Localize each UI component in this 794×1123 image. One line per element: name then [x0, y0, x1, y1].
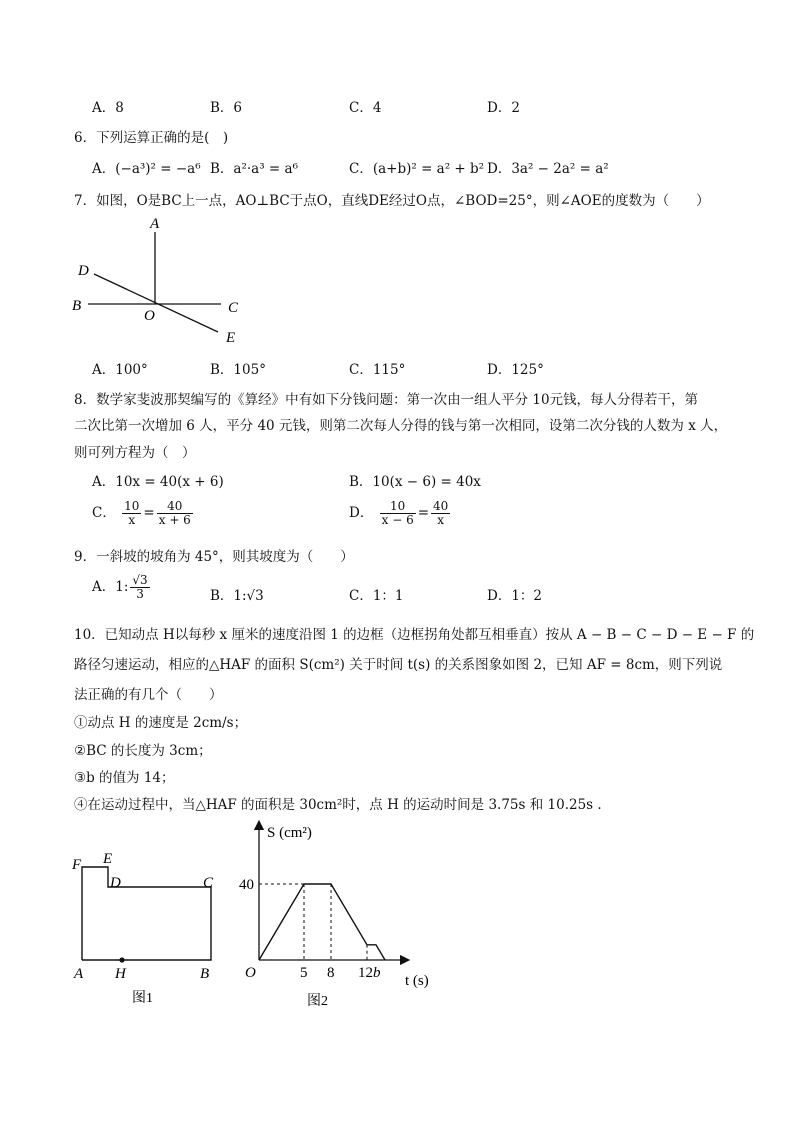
- label-f: F: [72, 857, 82, 873]
- q10-figure-2: [235, 815, 445, 1015]
- q10-figure-1: [66, 845, 226, 1010]
- q10-stem-line-2: 路径匀速运动，相应的△HAF 的面积 S(cm²) 关于时间 t(s) 的关系图象如图 2，已知 AF = 8cm，则下列说: [74, 657, 723, 673]
- q8-d-frac-left: $\frac{10}{x - 6}$: [381, 499, 414, 527]
- y-tick-40: 40: [239, 877, 254, 893]
- q10-statement-2: ②BC 的长度为 3cm；: [74, 743, 212, 759]
- chart-guides: [259, 884, 367, 960]
- y-axis-label: S (cm²): [267, 825, 312, 841]
- q8-option-b-eq: 10(x − 6) = 40x: [372, 474, 481, 490]
- label-e: E: [103, 851, 113, 867]
- q10-statement-1: ①动点 H 的速度是 2cm/s；: [74, 715, 248, 731]
- q9-option-a: [92, 574, 152, 601]
- q5-option-a: A．8: [92, 100, 124, 116]
- label-e: E: [226, 330, 236, 346]
- q8-c-frac-left: $\frac{10}{x}$: [124, 499, 140, 527]
- label-a: A: [150, 216, 160, 232]
- q8-option-a: [92, 470, 224, 490]
- q8-option-c-label: C．: [92, 505, 116, 521]
- label-b: B: [72, 298, 82, 314]
- q7-option-b: B．105°: [210, 362, 266, 378]
- label-c: C: [228, 300, 239, 316]
- q7-option-d: D．125°: [487, 362, 544, 378]
- q9-option-c: C．1：1: [349, 588, 404, 604]
- q7-option-c: C．115°: [349, 362, 406, 378]
- label-b: B: [200, 966, 210, 982]
- q10-stem-line-1: 10．已知动点 H以每秒 x 厘米的速度沿图 1 的边框（边框拐角处都互相垂直）按从 A − B − C − D − E − F 的: [74, 627, 755, 643]
- q6-stem: 6．下列运算正确的是( ): [74, 130, 229, 146]
- label-d: D: [110, 875, 121, 891]
- x-tick-8: 8: [327, 965, 335, 981]
- q7-figure: [66, 212, 256, 347]
- q10-stem-line-3: 法正确的有几个（ ）: [74, 687, 223, 703]
- figure-2-caption: 图2: [307, 994, 328, 1009]
- q6-option-b: B．a²·a³ = a⁶: [210, 161, 298, 177]
- q6-option-c: C．(a+b)² = a² + b²: [349, 161, 485, 177]
- q5-option-c: C．4: [349, 100, 382, 116]
- label-d: D: [78, 263, 89, 279]
- q9-a-frac: $\frac{√3}{3}$: [132, 573, 148, 601]
- q5-option-d: D．2: [487, 100, 520, 116]
- q8-option-d-label: D．: [349, 505, 374, 521]
- q9-option-a-pre: 1:: [115, 579, 129, 595]
- q5-option-b: B．6: [210, 100, 243, 116]
- q8-stem-line-2: 二次比第一次增加 6 人，平分 40 元钱，则第二次每人分得的钱与第一次相同，设第二次分钱的人数为 x 人，: [74, 418, 728, 434]
- q8-option-a-eq: 10x = 40(x + 6): [115, 474, 224, 490]
- q8-option-d: D． $\frac{10}{x - 6}$ = $\frac{40}{x}$: [349, 499, 449, 527]
- q8-option-c: C． $\frac{10}{x}$ = $\frac{40}{x + 6}$: [92, 499, 191, 527]
- q9-option-d: D．1：2: [487, 588, 543, 604]
- line-de: [94, 274, 218, 332]
- frame-path: [82, 867, 211, 960]
- q7-option-a: A．100°: [92, 362, 148, 378]
- q8-d-frac-right: $\frac{40}{x}$: [433, 499, 449, 527]
- point-h: [119, 957, 124, 962]
- x-tick-12: 12: [358, 965, 373, 981]
- q10-statement-4: ④在运动过程中，当△HAF 的面积是 30cm²时，点 H 的运动时间是 3.75s 和 10.25s .: [74, 797, 602, 813]
- q8-option-b: [349, 470, 481, 490]
- q9-option-b: B．1:√3: [210, 588, 264, 604]
- x-axis-label: t (s): [405, 973, 429, 989]
- label-o: O: [144, 308, 155, 324]
- label-c: C: [203, 875, 214, 891]
- q6-option-a: A．(−a³)² = −a⁶: [92, 161, 201, 177]
- series-line: [259, 884, 385, 960]
- q8-option-b-label: B．: [349, 474, 373, 490]
- q8-option-a-label: A．: [92, 474, 116, 490]
- label-a: A: [74, 966, 84, 982]
- x-tick-5: 5: [300, 965, 308, 981]
- q6-option-d: D．3a² − 2a² = a²: [487, 161, 609, 177]
- q9-option-a-label: A．: [92, 579, 116, 595]
- figure-1-caption: 图1: [132, 991, 153, 1006]
- q8-stem-line-1: 8．数学家斐波那契编写的《算经》中有如下分钱问题：第一次由一组人平分 10元钱，每人分得若干，第: [74, 392, 699, 408]
- q7-stem: 7．如图，O是BC上一点，AO⊥BC于点O，直线DE经过O点，∠BOD=25°，则∠AOE的度数为（ ）: [74, 193, 710, 209]
- origin-label: O: [245, 965, 256, 981]
- q9-stem: 9．一斜坡的坡角为 45°，则其坡度为（ ）: [74, 549, 354, 565]
- q8-stem-line-3: 则可列方程为（ ）: [74, 445, 196, 461]
- q10-statement-3: ③b 的值为 14；: [74, 770, 175, 786]
- q8-c-frac-right: $\frac{40}{x + 6}$: [158, 499, 191, 527]
- label-h: H: [115, 966, 126, 982]
- x-tick-b: b: [373, 965, 381, 981]
